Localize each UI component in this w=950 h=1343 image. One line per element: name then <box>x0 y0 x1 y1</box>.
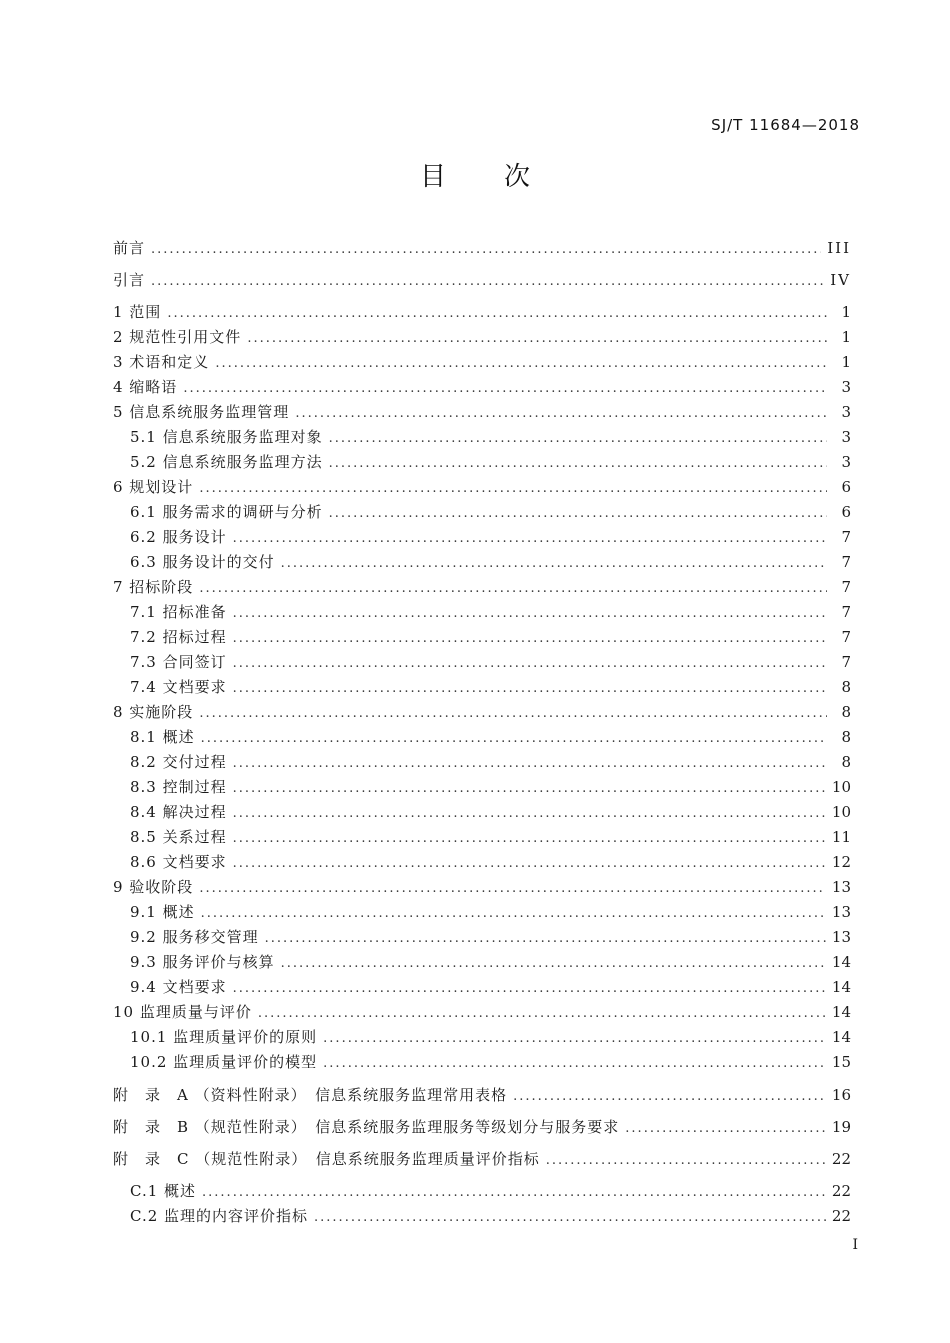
toc-entry[interactable] <box>113 425 851 450</box>
toc-entry[interactable] <box>113 650 851 675</box>
toc-entry[interactable] <box>113 775 851 800</box>
toc-entry-label: 7.1 招标准备 <box>130 603 227 621</box>
toc-entry[interactable] <box>113 325 851 350</box>
toc-leader-dots <box>546 1145 826 1177</box>
toc-entry[interactable] <box>113 600 851 625</box>
page-number: I <box>852 1237 858 1253</box>
toc-entry-page: 7 <box>841 578 851 596</box>
toc-entry-page: 14 <box>831 978 851 996</box>
toc-entry[interactable] <box>113 1179 851 1204</box>
toc-entry-page: 3 <box>841 403 851 421</box>
toc-entry-label: 3 术语和定义 <box>113 353 210 371</box>
toc-leader-dots <box>233 826 826 851</box>
toc-entry[interactable] <box>113 525 851 550</box>
toc-entry[interactable] <box>113 675 851 700</box>
toc-leader-dots <box>513 1081 826 1113</box>
toc-entry-label: 6.2 服务设计 <box>130 528 227 546</box>
toc-leader-dots <box>281 951 826 976</box>
toc-entry[interactable] <box>113 725 851 750</box>
toc-entry-label: 8.6 文档要求 <box>130 853 227 871</box>
toc-entry-label: 10 监理质量与评价 <box>113 1003 252 1021</box>
toc-entry-page: 13 <box>831 928 851 946</box>
toc-entry-page: 7 <box>841 628 851 646</box>
toc-entry-page: 16 <box>831 1086 851 1104</box>
toc-entry-label: 7 招标阶段 <box>113 578 194 596</box>
toc-entry-page: 22 <box>831 1150 851 1168</box>
toc-entry-label: 6.1 服务需求的调研与分析 <box>130 503 323 521</box>
toc-leader-dots <box>233 751 827 776</box>
toc-entry[interactable] <box>113 750 851 775</box>
toc-leader-dots <box>233 626 827 651</box>
toc-leader-dots <box>314 1205 826 1230</box>
toc-leader-dots <box>233 601 827 626</box>
toc-entry-page: 22 <box>831 1182 851 1200</box>
toc-entry[interactable] <box>113 232 851 264</box>
toc-entry-label: C.2 监理的内容评价指标 <box>130 1207 309 1225</box>
toc-entry[interactable] <box>113 264 851 296</box>
toc-leader-dots <box>199 476 827 501</box>
toc-leader-dots <box>323 1026 826 1051</box>
toc-entry-label: 引言 <box>113 271 146 289</box>
toc-entry[interactable] <box>113 1050 851 1075</box>
toc-entry[interactable] <box>113 950 851 975</box>
toc-entry-label: 10.2 监理质量评价的模型 <box>130 1053 318 1071</box>
toc-leader-dots <box>202 1180 826 1205</box>
toc-entry-label: 4 缩略语 <box>113 378 178 396</box>
toc-entry[interactable] <box>113 900 851 925</box>
toc-entry-page: 10 <box>831 803 851 821</box>
toc-entry-label: 附 录 B （规范性附录） 信息系统服务监理服务等级划分与服务要求 <box>113 1118 620 1136</box>
toc-entry[interactable] <box>113 825 851 850</box>
toc-entry-page: 3 <box>841 453 851 471</box>
toc-entry[interactable] <box>113 925 851 950</box>
toc-entry-page: 1 <box>841 303 851 321</box>
toc-entry-page: 8 <box>841 753 851 771</box>
toc-leader-dots <box>199 876 826 901</box>
toc-entry-label: C.1 概述 <box>130 1182 197 1200</box>
toc-entry-label: 8.1 概述 <box>130 728 195 746</box>
toc-entry-label: 前言 <box>113 239 146 257</box>
toc-entry-page: 12 <box>831 853 851 871</box>
toc-entry-page: IV <box>830 271 851 289</box>
toc-entry-page: 7 <box>841 653 851 671</box>
toc-entry-page: 7 <box>841 528 851 546</box>
toc-leader-dots <box>151 266 824 298</box>
toc-leader-dots <box>183 376 827 401</box>
toc-entry-page: 11 <box>831 828 851 846</box>
toc-entry-page: 19 <box>831 1118 851 1136</box>
toc-entry[interactable] <box>113 550 851 575</box>
toc-entry-page: 14 <box>831 1003 851 1021</box>
toc-entry-page: 15 <box>831 1053 851 1071</box>
toc-entry-page: 10 <box>831 778 851 796</box>
toc-entry-page: 1 <box>841 328 851 346</box>
toc-leader-dots <box>233 676 827 701</box>
toc-entry-label: 6 规划设计 <box>113 478 194 496</box>
toc-entry[interactable] <box>113 400 851 425</box>
toc-entry[interactable] <box>113 850 851 875</box>
toc-entry-label: 7.4 文档要求 <box>130 678 227 696</box>
toc-entry-label: 7.3 合同签订 <box>130 653 227 671</box>
toc-leader-dots <box>199 576 827 601</box>
toc-leader-dots <box>265 926 826 951</box>
toc-leader-dots <box>329 501 827 526</box>
toc-leader-dots <box>201 901 826 926</box>
toc-leader-dots <box>247 326 827 351</box>
toc-leader-dots <box>201 726 827 751</box>
toc-entry[interactable] <box>113 1204 851 1229</box>
toc-entry-label: 附 录 A （资料性附录） 信息系统服务监理常用表格 <box>113 1086 508 1104</box>
toc-entry-label: 2 规范性引用文件 <box>113 328 242 346</box>
toc-entry-label: 9.1 概述 <box>130 903 195 921</box>
toc-leader-dots <box>281 551 827 576</box>
toc-entry[interactable] <box>113 1025 851 1050</box>
toc-entry-label: 附 录 C （规范性附录） 信息系统服务监理质量评价指标 <box>113 1150 540 1168</box>
toc-leader-dots <box>233 526 827 551</box>
toc-entry-label: 10.1 监理质量评价的原则 <box>130 1028 318 1046</box>
toc-entry[interactable] <box>113 625 851 650</box>
toc-entry-page: 8 <box>841 703 851 721</box>
toc-entry-label: 8.2 交付过程 <box>130 753 227 771</box>
toc-leader-dots <box>329 426 827 451</box>
toc-leader-dots <box>295 401 827 426</box>
table-of-contents <box>113 232 851 1229</box>
toc-entry-label: 5.2 信息系统服务监理方法 <box>130 453 323 471</box>
toc-entry-label: 8.3 控制过程 <box>130 778 227 796</box>
toc-leader-dots <box>323 1051 826 1076</box>
toc-entry[interactable] <box>113 475 851 500</box>
toc-entry-page: 6 <box>841 503 851 521</box>
toc-entry-page: 14 <box>831 1028 851 1046</box>
toc-entry-label: 9.4 文档要求 <box>130 978 227 996</box>
toc-entry-label: 8 实施阶段 <box>113 703 194 721</box>
toc-entry-page: 8 <box>841 678 851 696</box>
toc-leader-dots <box>329 451 827 476</box>
toc-leader-dots <box>625 1113 826 1145</box>
toc-entry-page: 7 <box>841 553 851 571</box>
toc-entry-page: 7 <box>841 603 851 621</box>
toc-entry[interactable] <box>113 1143 851 1175</box>
toc-entry[interactable] <box>113 700 851 725</box>
toc-entry-page: 13 <box>831 878 851 896</box>
toc-entry[interactable] <box>113 1111 851 1143</box>
toc-entry-label: 9 验收阶段 <box>113 878 194 896</box>
toc-entry[interactable] <box>113 1079 851 1111</box>
toc-leader-dots <box>151 234 821 266</box>
toc-entry-page: 22 <box>831 1207 851 1225</box>
toc-entry-page: 13 <box>831 903 851 921</box>
toc-entry-page: III <box>827 239 851 257</box>
toc-entry-label: 8.4 解决过程 <box>130 803 227 821</box>
toc-entry[interactable] <box>113 975 851 1000</box>
toc-leader-dots <box>233 801 826 826</box>
toc-leader-dots <box>233 976 826 1001</box>
toc-leader-dots <box>215 351 827 376</box>
toc-entry-label: 5 信息系统服务监理管理 <box>113 403 290 421</box>
toc-entry-page: 3 <box>841 378 851 396</box>
toc-entry-label: 7.2 招标过程 <box>130 628 227 646</box>
toc-leader-dots <box>233 851 826 876</box>
toc-entry[interactable] <box>113 800 851 825</box>
toc-entry-label: 5.1 信息系统服务监理对象 <box>130 428 323 446</box>
toc-entry[interactable] <box>113 575 851 600</box>
toc-entry[interactable] <box>113 500 851 525</box>
toc-entry[interactable] <box>113 300 851 325</box>
toc-leader-dots <box>167 301 827 326</box>
toc-entry[interactable] <box>113 375 851 400</box>
toc-entry-page: 8 <box>841 728 851 746</box>
toc-leader-dots <box>233 651 827 676</box>
toc-entry-label: 9.3 服务评价与核算 <box>130 953 275 971</box>
toc-entry-label: 1 范围 <box>113 303 162 321</box>
toc-leader-dots <box>233 776 826 801</box>
toc-entry-page: 3 <box>841 428 851 446</box>
page-title: 目次 <box>419 162 588 192</box>
toc-entry-label: 8.5 关系过程 <box>130 828 227 846</box>
toc-entry-label: 6.3 服务设计的交付 <box>130 553 275 571</box>
toc-entry[interactable] <box>113 350 851 375</box>
toc-entry-label: 9.2 服务移交管理 <box>130 928 259 946</box>
toc-leader-dots <box>199 701 827 726</box>
toc-entry-page: 6 <box>841 478 851 496</box>
toc-entry-page: 14 <box>831 953 851 971</box>
toc-leader-dots <box>258 1001 826 1026</box>
toc-entry[interactable] <box>113 875 851 900</box>
toc-entry[interactable] <box>113 1000 851 1025</box>
toc-entry-page: 1 <box>841 353 851 371</box>
standard-code: SJ/T 11684—2018 <box>711 116 860 134</box>
toc-entry[interactable] <box>113 450 851 475</box>
